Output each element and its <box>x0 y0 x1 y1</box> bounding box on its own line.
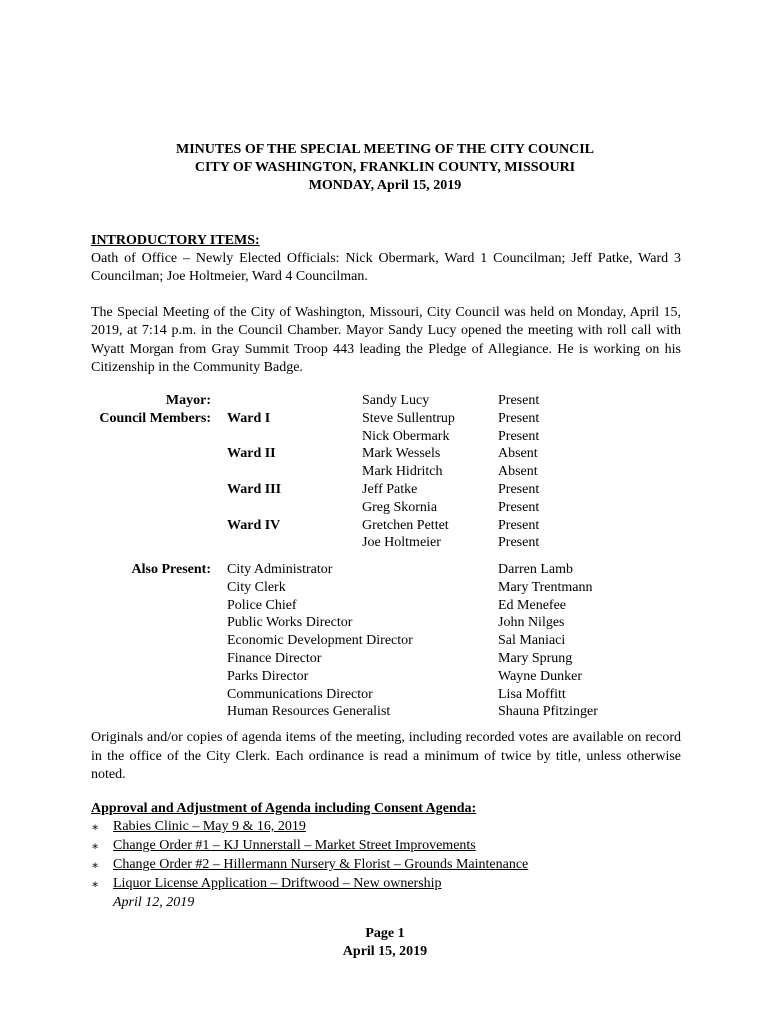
roll-call-row <box>91 463 691 481</box>
staff-title: Finance Director <box>227 650 322 666</box>
roll-call-role: Mayor: <box>165 393 211 408</box>
also-present-row <box>91 650 691 668</box>
roll-call-row <box>91 410 691 428</box>
agenda-item-text: Change Order #1 – KJ Unnerstall – Market Street Improvements <box>113 838 476 853</box>
roll-call-role: Council Members: <box>99 410 211 426</box>
roll-call-ward: Ward II <box>227 446 276 462</box>
staff-title: City Administrator <box>227 562 333 577</box>
also-present-row <box>91 597 691 615</box>
roll-call-status: Absent <box>498 464 538 480</box>
introductory-heading: INTRODUCTORY ITEMS: <box>91 233 260 248</box>
roll-call-row <box>91 445 691 463</box>
roll-call-status: Present <box>498 499 540 515</box>
footer-date: April 15, 2019 <box>342 944 428 959</box>
roll-call-status: Present <box>498 535 540 551</box>
roll-call-name: Mark Hidritch <box>362 464 443 480</box>
roll-call-ward: Ward I <box>227 410 271 426</box>
records-paragraph: Originals and/or copies of agenda items of the meeting, including recorded votes are available on record in the office of the City Clerk. Each ordinance is read a minimum of twice by title, unless otherwise noted. <box>91 730 681 782</box>
roll-call-ward: Ward III <box>227 481 282 497</box>
opening-paragraph: The Special Meeting of the City of Washington, Missouri, City Council was held on Monday, April 15, 2019, at 7:14 p.m. in the Council Chamber. Mayor Sandy Lucy opened the meeting with roll call with Wyatt Morgan from Gray Summit Troop 443 leading the Pledge of Allegiance. He is working on his Citizenship in the Community Badge. <box>91 305 681 375</box>
asterisk-bullet-icon: ∗ <box>91 858 100 872</box>
roll-call-status: Present <box>498 481 540 497</box>
staff-name: Mary Trentmann <box>498 579 593 595</box>
agenda-item-text: Rabies Clinic – May 9 & 16, 2019 <box>113 819 306 834</box>
staff-name: Lisa Moffitt <box>498 686 566 702</box>
staff-name: Mary Sprung <box>498 650 573 666</box>
page-footer <box>0 925 770 961</box>
title-line-2: CITY OF WASHINGTON, FRANKLIN COUNTY, MISSOURI <box>194 160 576 175</box>
introductory-text: Oath of Office – Newly Elected Officials: Nick Obermark, Ward 1 Councilman; Jeff Patke, Ward 3 Councilman; Joe Holtmeier, Ward 4 Councilman. <box>91 251 681 284</box>
also-present-row <box>91 632 691 650</box>
also-present-table <box>91 561 691 721</box>
staff-name: Darren Lamb <box>498 562 574 577</box>
staff-name: Ed Menefee <box>498 597 567 613</box>
agenda-item-text: Liquor License Application – Driftwood – New ownership <box>113 876 442 891</box>
asterisk-bullet-icon: ∗ <box>91 839 100 853</box>
roll-call-status: Present <box>498 393 540 408</box>
agenda-item-text: Change Order #2 – Hillermann Nursery & Florist – Grounds Maintenance <box>113 857 529 872</box>
staff-title: City Clerk <box>227 579 286 595</box>
staff-title: Parks Director <box>227 668 309 684</box>
roll-call-ward: Ward IV <box>227 517 281 533</box>
roll-call-row <box>91 392 691 410</box>
roll-call-name: Jeff Patke <box>362 481 418 497</box>
roll-call-name: Nick Obermark <box>362 428 450 444</box>
title-line-1: MINUTES OF THE SPECIAL MEETING OF THE CITY COUNCIL <box>175 142 594 157</box>
also-present-row <box>91 561 691 579</box>
staff-title: Public Works Director <box>227 615 353 631</box>
agenda-item <box>91 818 681 837</box>
asterisk-bullet-icon: ∗ <box>91 820 100 834</box>
page-number: Page 1 <box>365 926 405 941</box>
also-present-label: Also Present: <box>131 562 211 577</box>
staff-title: Communications Director <box>227 686 373 702</box>
roll-call-name: Sandy Lucy <box>362 393 430 408</box>
roll-call-status: Present <box>498 517 540 533</box>
asterisk-bullet-icon: ∗ <box>91 877 100 891</box>
roll-call-table <box>91 392 691 552</box>
roll-call-name: Mark Wessels <box>362 446 441 462</box>
roll-call-row <box>91 499 691 517</box>
also-present-row <box>91 614 691 632</box>
agenda-section <box>91 800 681 912</box>
staff-name: Wayne Dunker <box>498 668 583 684</box>
roll-call-name: Steve Sullentrup <box>362 410 455 426</box>
roll-call-name: Joe Holtmeier <box>362 535 441 551</box>
roll-call-name: Greg Skornia <box>362 499 438 515</box>
roll-call-status: Present <box>498 410 540 426</box>
agenda-item <box>91 856 681 875</box>
roll-call-row <box>91 517 691 535</box>
title-line-3: MONDAY, April 15, 2019 <box>308 178 462 193</box>
roll-call-row <box>91 481 691 499</box>
introductory-section <box>91 232 681 286</box>
roll-call-row <box>91 428 691 446</box>
staff-title: Human Resources Generalist <box>227 704 391 720</box>
roll-call-status: Absent <box>498 446 538 462</box>
also-present-row <box>91 579 691 597</box>
agenda-item <box>91 837 681 856</box>
roll-call-status: Present <box>498 428 540 444</box>
staff-name: Sal Maniaci <box>498 633 566 649</box>
staff-title: Police Chief <box>227 597 297 613</box>
staff-title: Economic Development Director <box>227 633 413 649</box>
agenda-item <box>91 875 681 894</box>
agenda-heading: Approval and Adjustment of Agenda including Consent Agenda: <box>91 801 477 816</box>
agenda-list <box>91 818 681 894</box>
also-present-row <box>91 686 691 704</box>
staff-name: Shauna Pfitzinger <box>498 704 598 720</box>
roll-call-name: Gretchen Pettet <box>362 517 449 533</box>
also-present-row <box>91 703 691 721</box>
also-present-row <box>91 668 691 686</box>
staff-name: John Nilges <box>498 615 565 631</box>
agenda-note: April 12, 2019 <box>113 895 195 910</box>
roll-call-row <box>91 534 691 552</box>
document-title <box>0 141 770 195</box>
